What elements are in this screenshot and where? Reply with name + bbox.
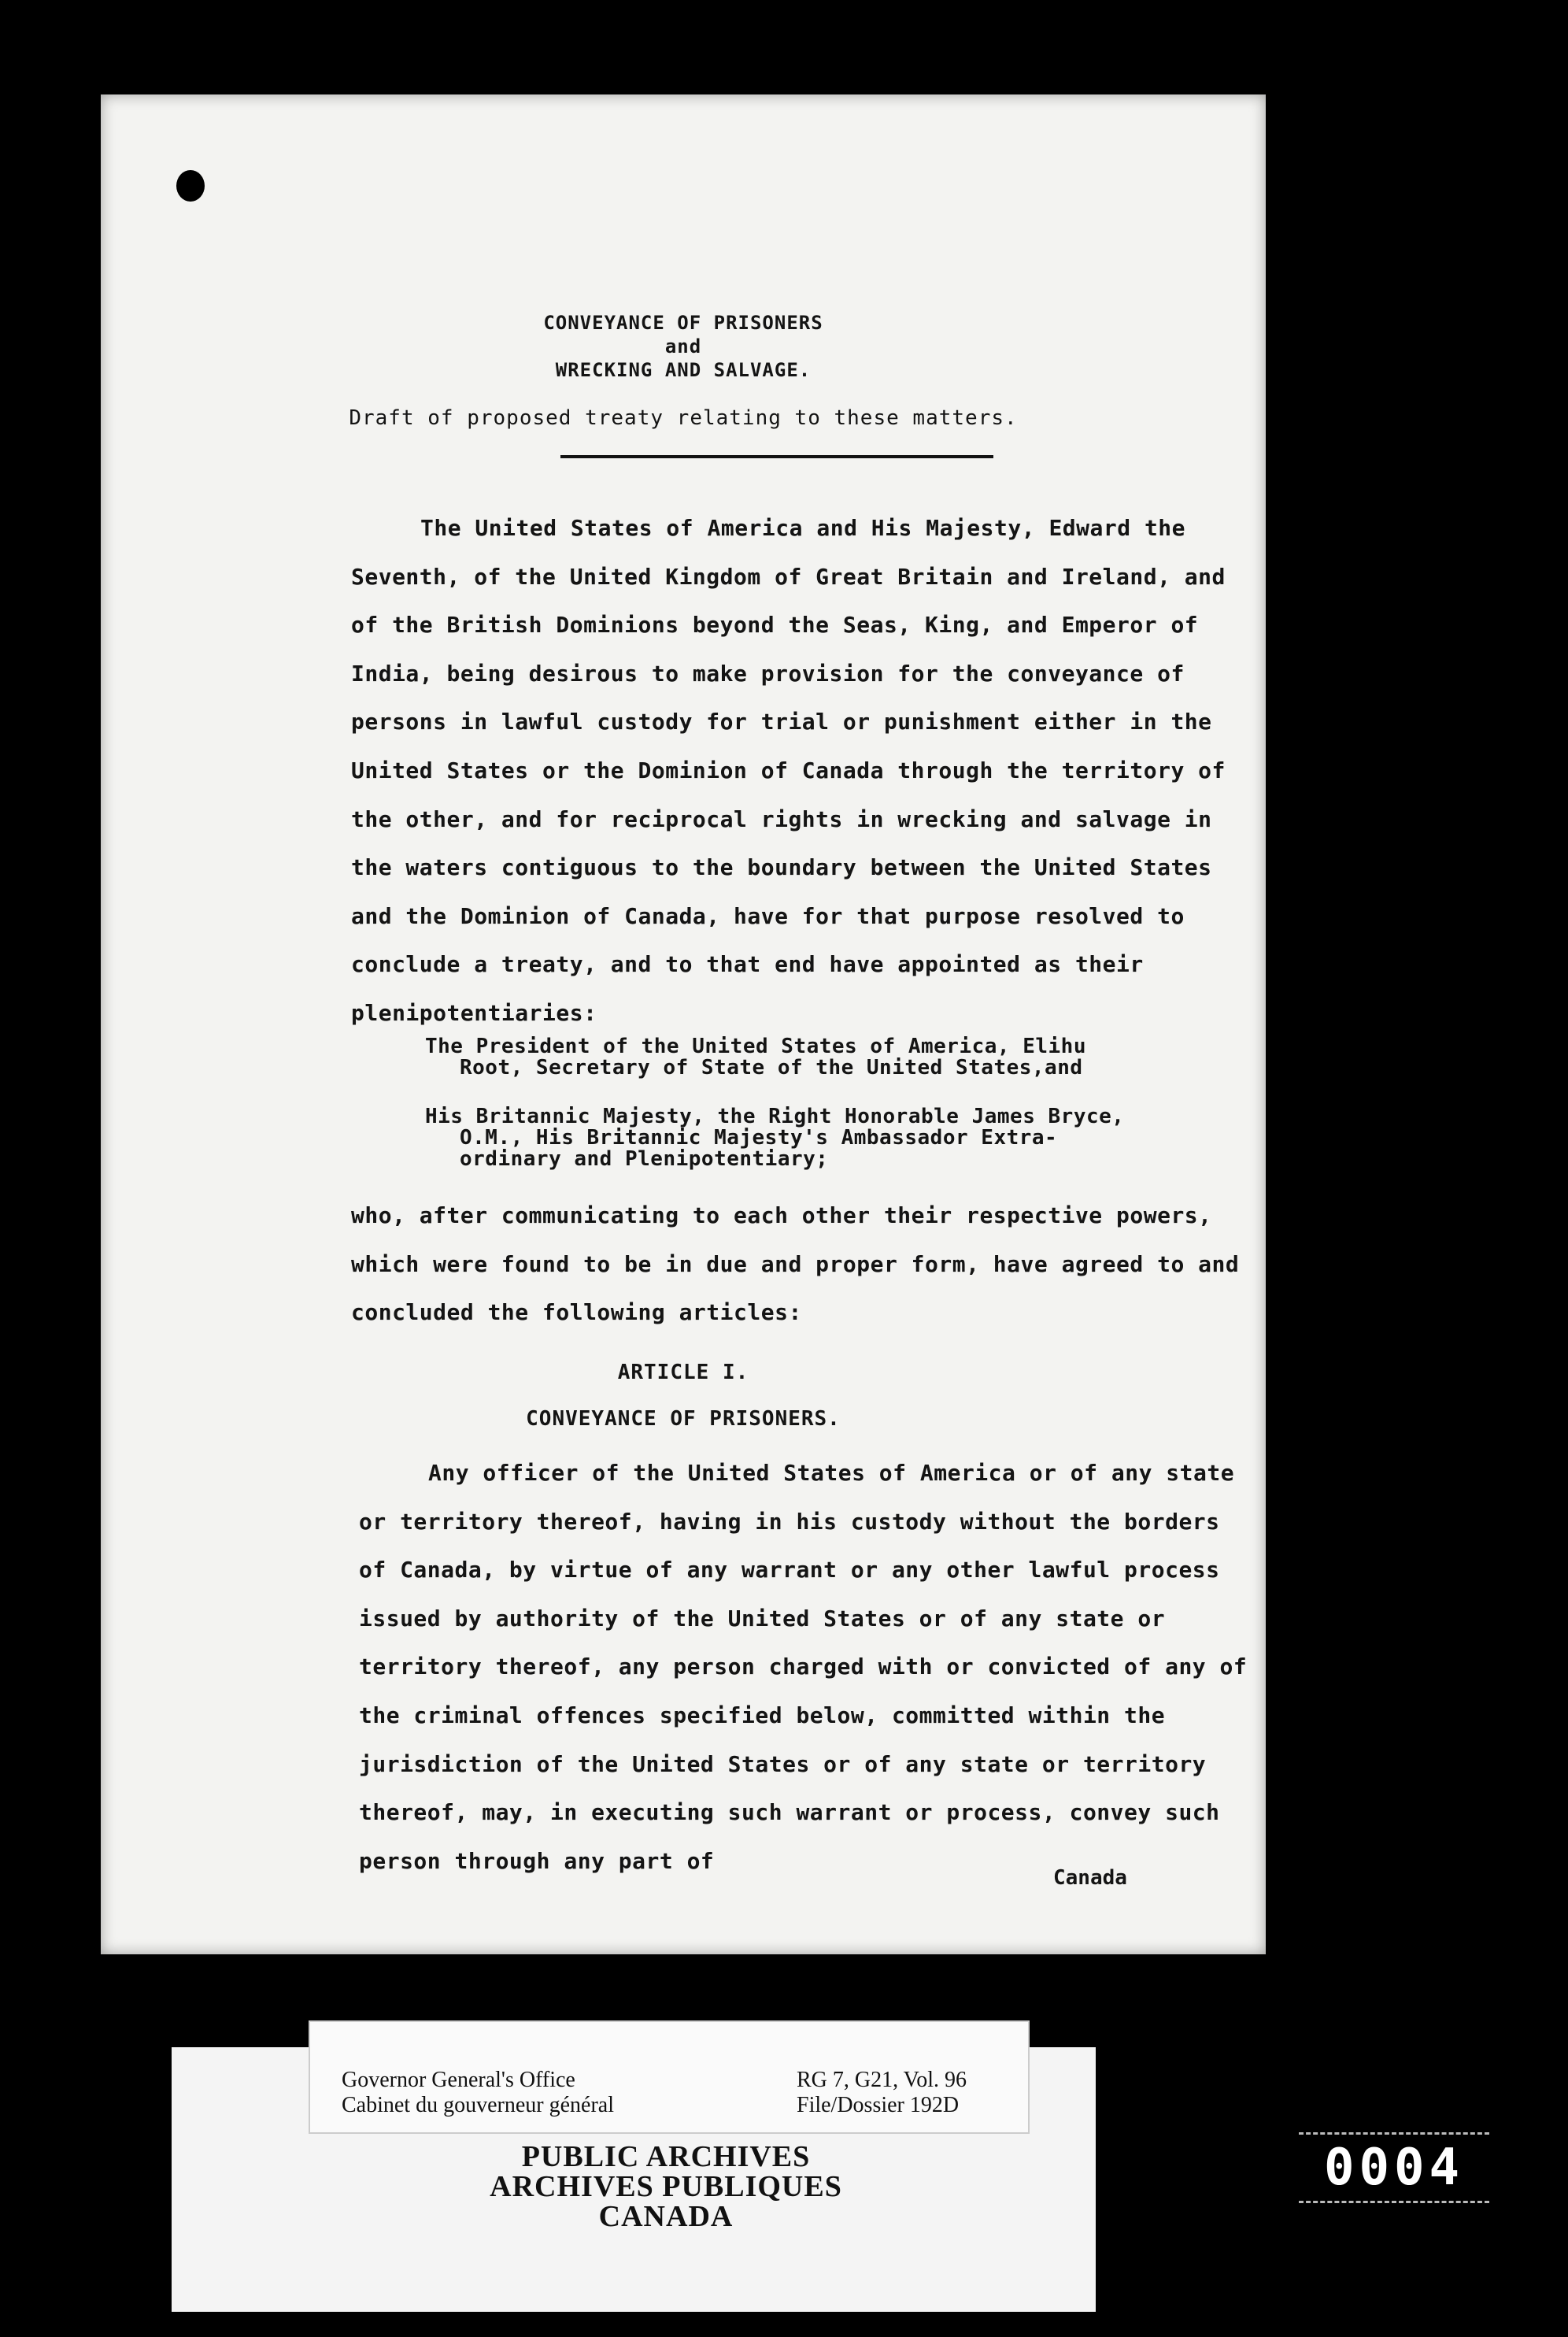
title-line-2: and [664, 335, 702, 357]
plenipotentiary-us-line-1: The President of the United States of America, Elihu [425, 1035, 1086, 1058]
document-title [101, 311, 1266, 382]
archives-stamp [307, 2142, 1025, 2231]
plenipotentiary-uk-line-3: ordinary and Plenipotentiary; [460, 1147, 829, 1171]
title-line-3: WRECKING AND SALVAGE. [555, 359, 812, 381]
plenipotentiary-us [425, 1036, 1244, 1079]
archive-label [309, 2020, 1030, 2134]
archive-reference-number: RG 7, G21, Vol. 96 [797, 2068, 967, 2092]
punch-hole [176, 170, 205, 202]
plenipotentiary-uk-line-2: O.M., His Britannic Majesty's Ambassador Extra- [460, 1126, 1058, 1150]
frame-counter: 0004 [1299, 2132, 1489, 2203]
catchword: Canada [1053, 1866, 1127, 1890]
plenipotentiary-uk-line-1: His Britannic Majesty, the Right Honorable James Bryce, [425, 1105, 1125, 1128]
archives-country: CANADA [598, 2200, 734, 2233]
plenipotentiary-uk [425, 1106, 1244, 1170]
archives-name-en: PUBLIC ARCHIVES [521, 2140, 811, 2173]
archive-office-fr: Cabinet du gouverneur général [342, 2093, 614, 2117]
article-paragraph: Any officer of the United States of America or of any state or territory thereof, having in his custody without the borders of Canada, by virtue of any warrant or any other lawful process issued by authority of the United States or of any state or territory thereof, any person charged with or convicted of any of the criminal offences specified below, committed within the jurisdiction of the United States or of any state or territory thereof, may, in executing such warrant or process, convey such person through any part of [359, 1460, 1248, 1874]
document-subtitle: Draft of proposed treaty relating to these matters. [349, 406, 1018, 430]
title-line-1: CONVEYANCE OF PRISONERS [543, 312, 823, 334]
archive-reference [797, 2068, 967, 2118]
document-page [101, 94, 1266, 1954]
archive-file-number: File/Dossier 192D [797, 2093, 960, 2117]
plenipotentiary-us-line-2: Root, Secretary of State of the United States,and [460, 1056, 1083, 1080]
powers-paragraph: who, after communicating to each other their respective powers, which were found to be in due and proper form, have agreed to and concluded the following articles: [351, 1202, 1240, 1326]
article-title: CONVEYANCE OF PRISONERS. [526, 1407, 841, 1431]
preamble-paragraph: The United States of America and His Majesty, Edward the Seventh, of the United Kingdom of Great Britain and Ireland, and of the British Dominions beyond the Seas, King, and Emperor of India, being desirous to make provision for the conveyance of persons in lawful custody for trial or punishment either in the United States or the Dominion of Canada through the territory of the other, and for reciprocal rights in wrecking and salvage in the waters contiguous to the boundary between the United States and the Dominion of Canada, have for that purpose resolved to conclude a treaty, and to that end have appointed as their plenipotentiaries: [351, 515, 1226, 1026]
archive-office-en: Governor General's Office [342, 2068, 575, 2092]
article-number: ARTICLE I. [617, 1361, 749, 1384]
archive-office [342, 2068, 614, 2118]
title-rule [560, 455, 993, 458]
archives-name-fr: ARCHIVES PUBLIQUES [490, 2170, 842, 2203]
